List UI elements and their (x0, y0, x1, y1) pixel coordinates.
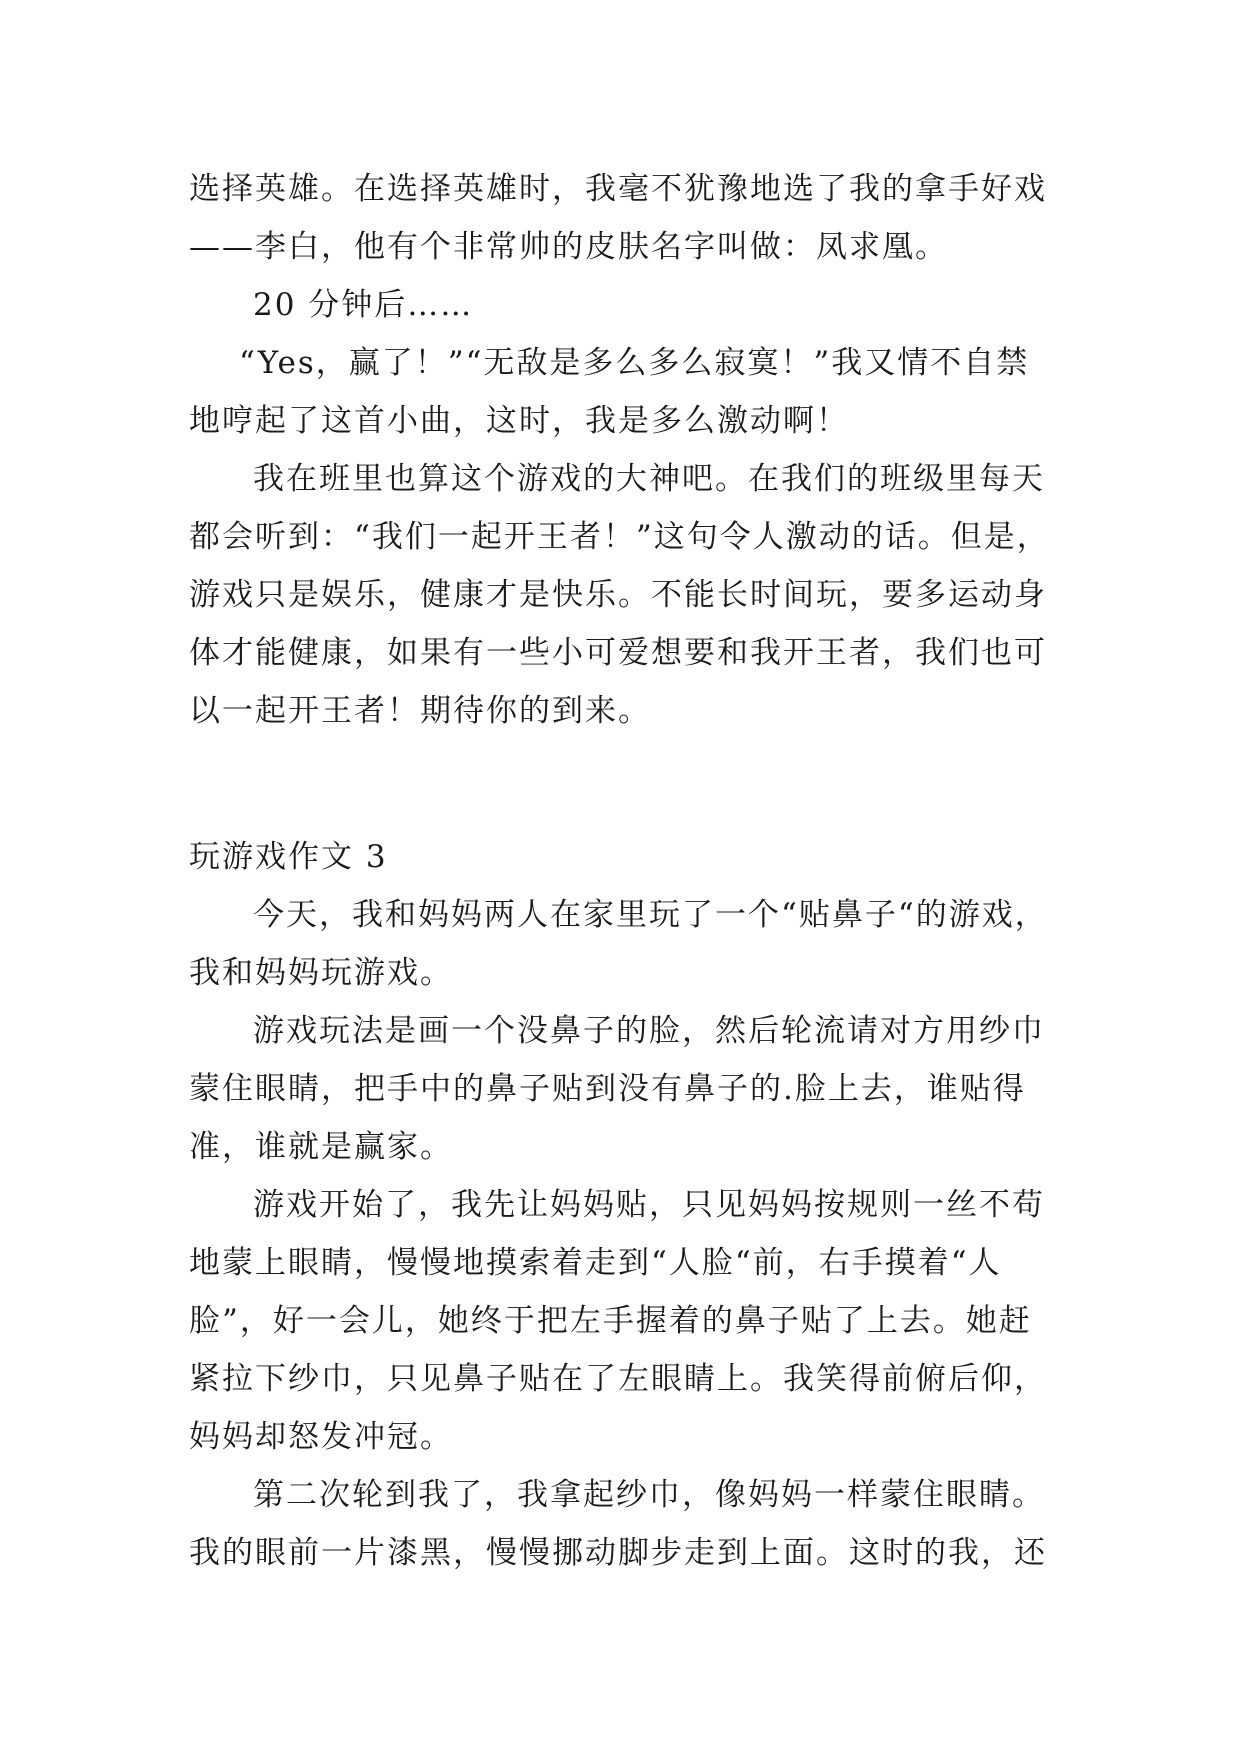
text-line: 都会听到：“我们一起开王者！”这句令人激动的话。但是， (189, 519, 1050, 555)
text-line: 游戏只是娱乐，健康才是快乐。不能长时间玩，要多运动身 (189, 577, 1047, 613)
text-line: 以一起开王者！期待你的到来。 (189, 693, 651, 729)
text-line: 我的眼前一片漆黑，慢慢挪动脚步走到上面。这时的我，还 (189, 1535, 1047, 1571)
paragraph (189, 1176, 1059, 1466)
text-line: 紧拉下纱巾，只见鼻子贴在了左眼睛上。我笑得前俯后仰， (189, 1361, 1047, 1397)
paragraph (189, 1466, 1059, 1582)
section-title: 玩游戏作文 3 (189, 839, 388, 875)
text-line: 蒙住眼睛，把手中的鼻子贴到没有鼻子的.脸上去，谁贴得 (189, 1071, 1026, 1107)
text-line: 今天，我和妈妈两人在家里玩了一个“贴鼻子“的游戏， (253, 897, 1048, 933)
text-line: 20 分钟后…… (253, 287, 474, 323)
text-line: 脸”，好一会儿，她终于把左手握着的鼻子贴了上去。她赶 (189, 1303, 1032, 1339)
text-line: 妈妈却怒发冲冠。 (189, 1419, 453, 1455)
paragraph (189, 886, 1059, 1002)
text-line: 游戏开始了，我先让妈妈贴，只见妈妈按规则一丝不苟 (253, 1187, 1045, 1223)
text-line: “Yes，赢了！”“无敌是多么多么寂寞！”我又情不自禁 (239, 345, 1030, 381)
paragraph (189, 450, 1059, 740)
text-line: 我和妈妈玩游戏。 (189, 955, 453, 991)
section-spacer (189, 740, 1059, 828)
paragraph (189, 1002, 1059, 1176)
paragraph (189, 276, 1059, 334)
text-line: 选择英雄。在选择英雄时，我毫不犹豫地选了我的拿手好戏 (189, 171, 1047, 207)
text-line: 我在班里也算这个游戏的大神吧。在我们的班级里每天 (253, 461, 1045, 497)
text-line: 第二次轮到我了，我拿起纱巾，像妈妈一样蒙住眼睛。 (253, 1477, 1045, 1513)
document-body (189, 160, 1059, 1582)
paragraph (189, 334, 1059, 450)
paragraph (189, 160, 1059, 276)
text-line: 游戏玩法是画一个没鼻子的脸，然后轮流请对方用纱巾 (253, 1013, 1045, 1049)
text-line: ——李白，他有个非常帅的皮肤名字叫做：凤求凰。 (189, 229, 948, 265)
text-line: 准，谁就是赢家。 (189, 1129, 453, 1165)
text-line: 地哼起了这首小曲，这时，我是多么激动啊！ (189, 403, 849, 439)
text-line: 地蒙上眼睛，慢慢地摸索着走到“人脸“前，右手摸着“人 (189, 1245, 1002, 1281)
text-line: 体才能健康，如果有一些小可爱想要和我开王者，我们也可 (189, 635, 1047, 671)
